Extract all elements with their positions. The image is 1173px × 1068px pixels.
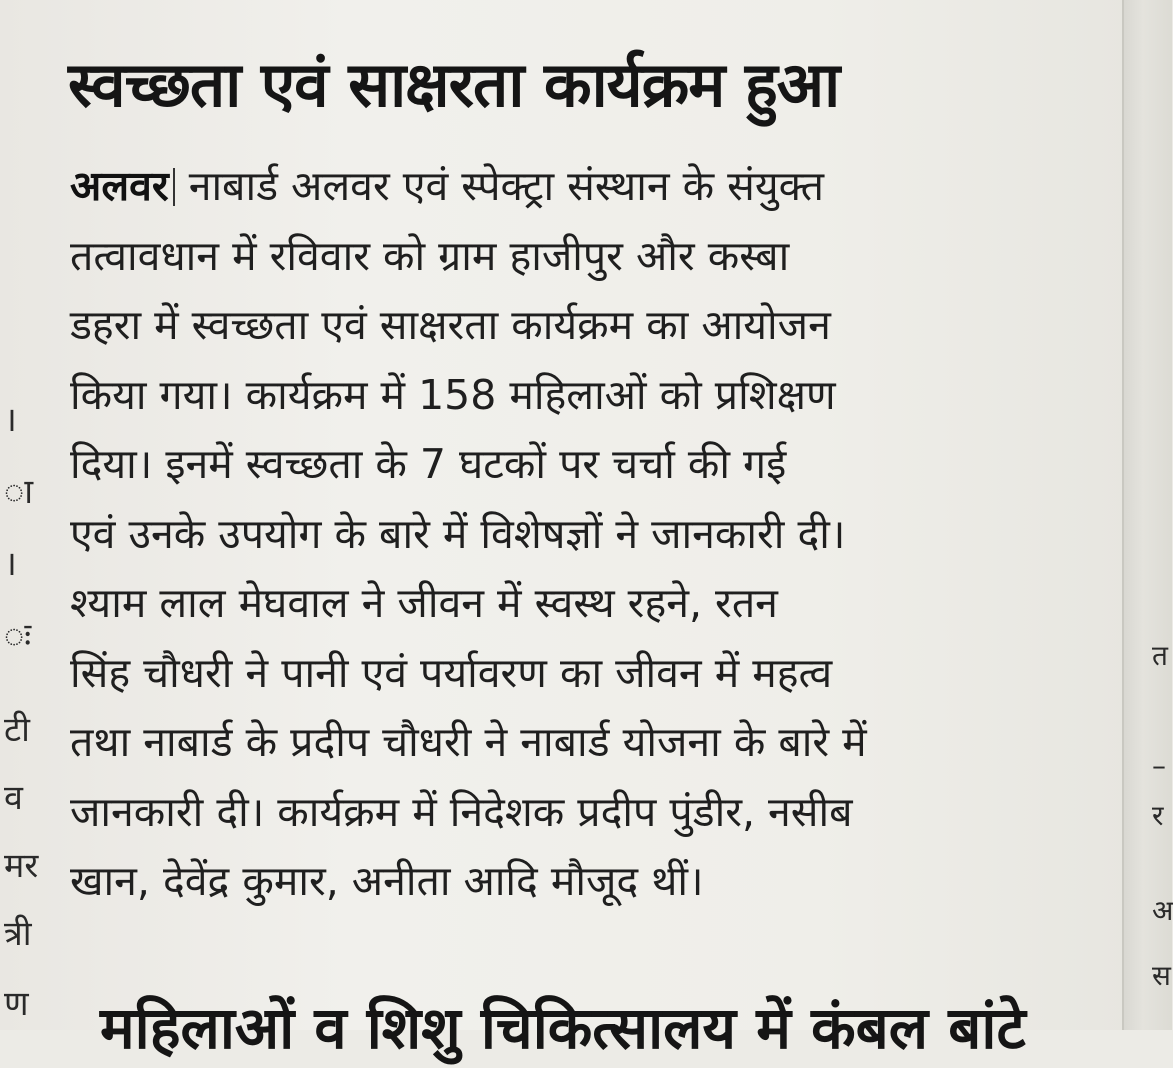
right-fragment: –: [1152, 749, 1166, 782]
left-fragment: टी: [4, 710, 30, 750]
article-line: जानकारी दी। कार्यक्रम में निदेशक प्रदीप पुंडीर, नसीब: [70, 787, 853, 836]
article-line: तथा नाबार्ड के प्रदीप चौधरी ने नाबार्ड योजना के बारे में: [70, 718, 867, 766]
left-fragment: ा: [4, 472, 34, 512]
left-fragment: ।: [4, 400, 17, 440]
right-fragment: स: [1152, 959, 1171, 992]
right-column-fragments: [1150, 620, 1173, 1030]
left-fragment: मर: [4, 846, 39, 886]
right-fragment: त: [1152, 639, 1168, 672]
left-fragment: त्री: [4, 914, 32, 954]
article-line: डहरा में स्वच्छता एवं साक्षरता कार्यक्रम का आयोजन: [70, 301, 831, 349]
article-body: [70, 152, 1120, 917]
article-headline: स्वच्छता एवं साक्षरता कार्यक्रम हुआ: [68, 48, 840, 121]
article-line: सिंह चौधरी ने पानी एवं पर्यावरण का जीवन में महत्व: [70, 648, 833, 697]
dateline: अलवर: [70, 162, 169, 210]
next-headline-text: महिलाओं व शिशु चिकित्सालय में कंबल बांटे: [100, 994, 1026, 1062]
left-fragment: ण: [4, 984, 29, 1024]
article-line: किया गया। कार्यक्रम में 158 महिलाओं को प्रशिक्षण: [70, 370, 836, 419]
dateline-separator: [173, 168, 175, 206]
article-line: श्याम लाल मेघवाल ने जीवन में स्वस्थ रहने, रतन: [70, 579, 778, 627]
next-article-headline: [100, 988, 1120, 1062]
left-fragment: ः: [4, 616, 32, 656]
article-line: तत्वावधान में रविवार को ग्राम हाजीपुर और कस्बा: [70, 231, 790, 280]
article-line: दिया। इनमें स्वच्छता के 7 घटकों पर चर्चा की गई: [70, 440, 787, 488]
left-column-fragments: [0, 380, 50, 1030]
article-line-text: नाबार्ड अलवर एवं स्पेक्ट्रा संस्थान के संयुक्त: [188, 162, 824, 210]
right-fragment: अ: [1152, 894, 1173, 927]
article-line: खान, देवेंद्र कुमार, अनीता आदि मौजूद थीं।: [70, 857, 704, 905]
left-fragment: ।: [4, 544, 17, 584]
right-fragment: र: [1152, 799, 1164, 832]
article-line: एवं उनके उपयोग के बारे में विशेषज्ञों ने जानकारी दी।: [70, 509, 846, 558]
left-fragment: व: [4, 778, 23, 818]
article-line-1: [70, 152, 1120, 222]
